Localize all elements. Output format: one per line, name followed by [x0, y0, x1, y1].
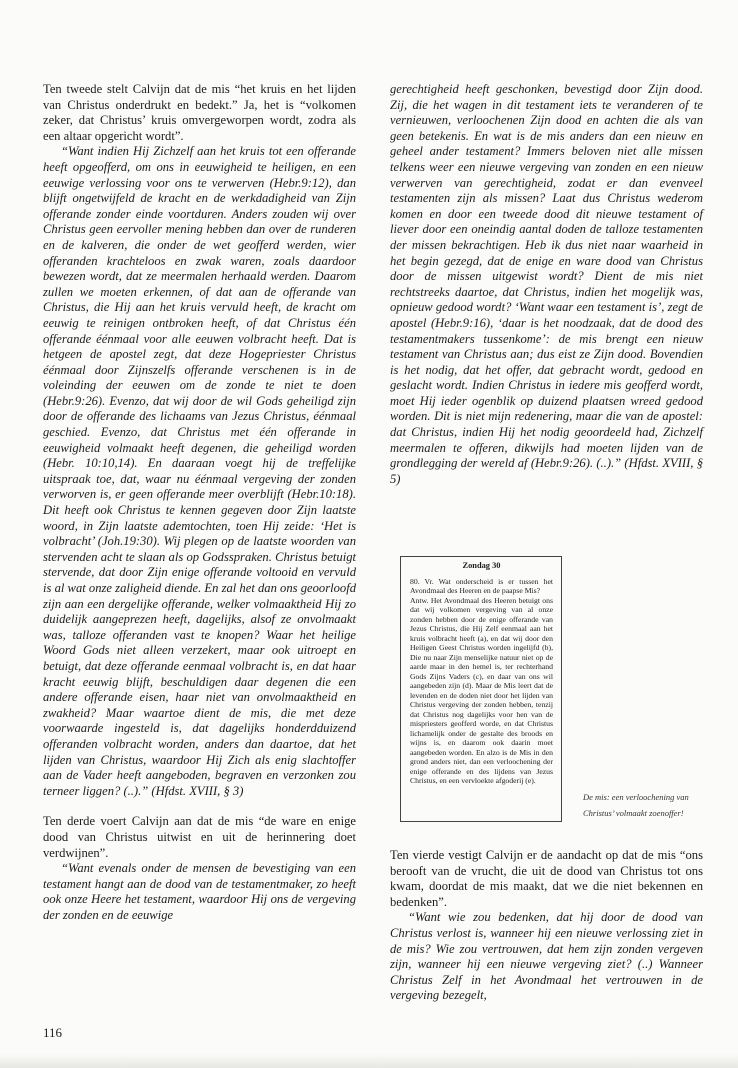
paragraph-third-point: Ten derde voert Calvijn aan dat de mis “de ware en enige dood van Christus uitwist en uit de herinnering doet verdwijnen”.	[43, 814, 356, 860]
quote-block-2-continued: gerechtigheid heeft geschonken, bevestigd door Zijn dood. Zij, die het wagen in dit testament iets te veranderen of te vernieuwen, verloochenen Zijn dood en achten die als van geen betekenis. En wat is de mis anders dan een nieuw en geheel ander testament? Immers beloven niet alle missen telkens weer een nieuwe vergeving van zonden en een nieuw verwerven van gerechtigheid, zodat er dan evenveel testamenten zijn als missen? Laat dus Christus wederom komen en door een tweede dood dit nieuwe testament of liever door een oneindig aantal doden de talloze testamenten der missen bekrachtigen. Heb ik dus niet naar waarheid in het begin gezegd, dat de enige en ware dood van Christus door de missen uitgewist wordt? Dient de mis niet rechtstreeks daartoe, dat Christus, indien het mogelijk was, opnieuw gedood wordt? ‘Want waar een testament is’, zegt de apostel (Hebr.9:16), ‘daar is het noodzaak, dat de dood des testamentmakers tussenkome’: de mis brengt een nieuw testament van Christus aan; dus eist ze Zijn dood. Bovendien is het nodig, dat het offer, dat gebracht wordt, gedood en geslacht wordt. Indien Christus in iedere mis geofferd wordt, moet Hij ieder ogenblik op duizend plaatsen wreed gedood worden. Dit is niet mijn redenering, maar die van de apostel: dat Christus, indien Hij het nodig geoordeeld had, Zichzelf meermalen te offeren, dikwijls had moeten lijden van de grondlegging der wereld af (Hebr.9:26). (..).” (Hfdst. XVIII, § 5)	[390, 82, 703, 486]
left-column	[43, 82, 356, 923]
quote-block-1: “Want indien Hij Zichzelf aan het kruis tot een offerande heeft opgeofferd, om ons in eeuwigheid te heiligen, en een eeuwige verlossing voor ons te verwerven (Hebr.9:12), dan blijft ongetwijfeld de kracht en de werkdadigheid van Zijn offerande zonder einde voortduren. Anders zouden wij over Christus geen eervoller mening hebben dan over de runderen en de kalveren, die onder de wet geofferd werden, wier offeranden krachteloos en zwak waren, zoals daardoor bewezen wordt, dat ze meermalen herhaald werden. Daarom zullen we moeten erkennen, of dat aan de offerande van Christus, die Hij aan het kruis vervuld heeft, de kracht om eeuwig te reinigen ontbroken heeft, of dat Christus één offerande éénmaal voor alle eeuwen volbracht heeft. Dat is hetgeen de apostel zegt, dat deze Hogepriester Christus éénmaal door Zijnszelfs offerande verschenen is in de voleinding der eeuwen om de zonde te niet te doen (Hebr.9:26). Evenzo, dat wij door de wil Gods geheiligd zijn door de offerande des lichaams van Jezus Christus, éénmaal geschied. Evenzo, dat Christus met één offerande in eeuwigheid volmaakt heeft degenen, die geheiligd worden (Hebr. 10:10,14). En daaraan voegt hij de treffelijke uitspraak toe, dat, waar nu éénmaal vergeving der zonden verworven is, er geen offerande meer overblijft (Hebr.10:18). Dit heeft ook Christus te kennen gegeven door Zijn laatste woord, in Zijn laatste ademtochten, toen Hij zeide: ‘Het is volbracht’ (Joh.19:30). Wij plegen op de laatste woorden van stervenden acht te slaan als op Godsspraken. Christus betuigt stervende, dat door Zijn enige offerande voltooid en vervuld is al wat onze zaligheid diende. En zal het dan ons geoorloofd zijn aan een dergelijke offerande, welker volmaaktheid Hij zo duidelijk aangeprezen heeft, dagelijks, alsof ze onvolmaakt was, talloze offeranden vast te knopen? Waar het heilige Woord Gods niet alleen verzekert, maar ook uitroept en betuigt, dat deze offerande eenmaal volbracht is, en dat haar kracht eeuwig blijft, beschuldigen daar degenen die een andere offerande eisen, haar niet van onvolmaaktheid en zwakheid? Maar waartoe dient de mis, die met deze voorwaarde ingesteld is, dat dagelijks honderdduizend offeranden volbracht worden, anders dan daartoe, dat het lijden van Christus, waardoor Hij Zich als enig slachtoffer aan de Vader heeft aangeboden, begraven en verzonken zou terneer liggen? (..).” (Hfdst. XVIII, § 3)	[43, 144, 356, 798]
quote-block-3: “Want wie zou bedenken, dat hij door de dood van Christus verlost is, wanneer hij een nieuwe verlossing ziet in de mis? Wie zou vertrouwen, dat hem zijn zonden vergeven zijn, wanneer hij een nieuwe vergeving ziet? (..) Wanneer Christus Zelf in het Avondmaal het vertrouwen in de vergeving bezegelt,	[390, 910, 703, 1003]
paragraph-second-point: Ten tweede stelt Calvijn dat de mis “het kruis en het lijden van Christus onderdrukt en bedekt.” Ja, het is “volkomen zeker, dat Christus’ kruis omvergeworpen wordt, zodra als een altaar opgericht wordt”.	[43, 82, 356, 143]
quote-block-2: “Want evenals onder de mensen de bevestiging van een testament hangt aan de dood van de testamentmaker, zo heeft ook onze Heere het testament, waardoor Hij ons de vergeving der zonden en de eeuwige	[43, 861, 356, 922]
paragraph-fourth-point: Ten vierde vestigt Calvijn er de aandacht op dat de mis “ons berooft van de vrucht, die uit de dood van Christus tot ons kwam, doordat de mis maakt, dat we die niet bekennen en bedenken”.	[390, 848, 703, 909]
sidebox-answer: Antw. Het Avondmaal des Heeren betuigt ons dat wij volkomen vergeving van al onze zonden hebben door de enige offerande van Jezus Christus, die Hij Zelf eenmaal aan het kruis volbracht heeft (a), en dat wij door den Heiligen Geest Christus worden ingelijfd (b), Die nu naar Zijn menselijke natuur niet op de aarde maar in den hemel is, ter rechterhand Gods Zijns Vaders (c), en daar van ons wil aangebeden zijn (d). Maar de Mis leert dat de levenden en de doden niet door het lijden van Christus vergeving der zonden hebben, tenzij dat Christus nog dagelijks voor hen van de mispriesters geofferd worde, en dat Christus lichamelijk onder de gestalte des broods en wijns is, en daarom ook daarin moet aangebeden worden. En alzo is de Mis in den grond anders niet, dan een verloochening der enige offerande en des lijdens van Jezus Christus, en een vervloekte afgoderij (e).	[410, 595, 553, 785]
sidebox-question: 80. Vr. Wat onderscheid is er tussen het Avondmaal des Heeren en de paapse Mis?	[410, 576, 553, 595]
right-column-upper	[390, 82, 703, 487]
margin-caption: De mis: een verloochening van Christus’ volmaakt zoenoffer!	[583, 792, 689, 818]
catechism-sidebox	[400, 556, 562, 822]
sidebox-title: Zondag 30	[462, 561, 501, 570]
page-edge-shadow	[0, 1054, 738, 1068]
right-column-lower	[390, 848, 703, 1004]
page-number: 116	[43, 1025, 63, 1040]
